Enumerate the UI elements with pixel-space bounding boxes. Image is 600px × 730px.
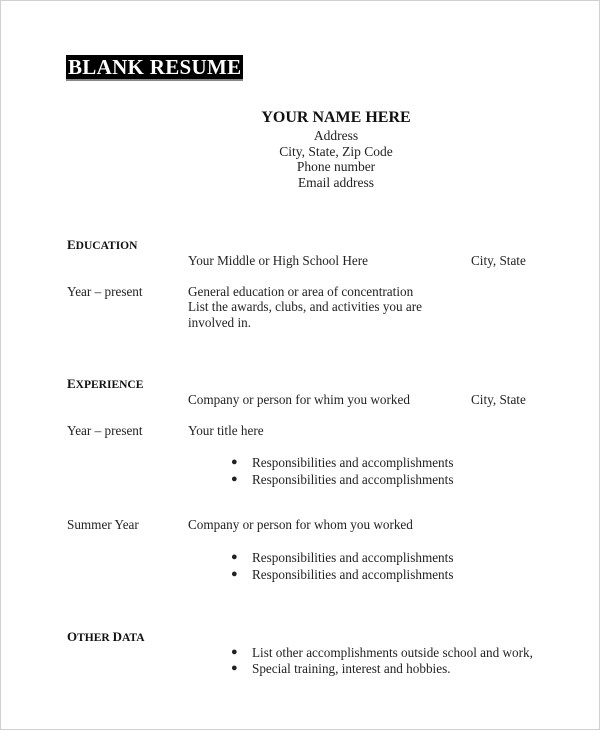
other-bullet: ● List other accomplishments outside school and work, (231, 645, 533, 660)
bullet-icon: ● (231, 551, 238, 563)
bullet-icon: ● (231, 646, 238, 658)
job-bullet: ● Responsibilities and accomplishments (231, 455, 454, 470)
job-location: City, State (471, 392, 526, 407)
header-name: YOUR NAME HERE (261, 109, 411, 126)
education-location: City, State (471, 253, 526, 268)
header-phone: Phone number (296, 159, 376, 174)
bullet-icon: ● (231, 568, 238, 580)
bullet-icon: ● (231, 473, 238, 485)
job-years: Year – present (67, 423, 143, 438)
section-title-other-data: OTHER DATA (67, 629, 145, 644)
bullet-icon: ● (231, 662, 238, 674)
section-title-experience: EXPERIENCE (67, 376, 144, 391)
education-school: Your Middle or High School Here (188, 253, 368, 268)
job-bullet: ● Responsibilities and accomplishments (231, 567, 454, 582)
education-line: involved in. (188, 315, 252, 330)
job-company: Company or person for whim you worked (188, 392, 410, 407)
header-email: Email address (297, 175, 375, 190)
job-company: Company or person for whom you worked (188, 517, 413, 532)
job-years: Summer Year (67, 517, 139, 532)
education-line: General education or area of concentration (188, 284, 414, 299)
section-title-education: EDUCATION (67, 237, 138, 252)
education-years: Year – present (67, 284, 143, 299)
job-title: Your title here (188, 423, 264, 438)
other-bullet: ● Special training, interest and hobbies. (231, 661, 451, 676)
education-line: List the awards, clubs, and activities you are (188, 299, 423, 314)
job-bullet: ● Responsibilities and accomplishments (231, 472, 454, 487)
banner-title: BLANK RESUME (68, 55, 242, 79)
job-bullet: ● Responsibilities and accomplishments (231, 550, 454, 565)
header-city-state-zip: City, State, Zip Code (279, 144, 393, 159)
bullet-icon: ● (231, 456, 238, 468)
header-address: Address (313, 128, 359, 143)
